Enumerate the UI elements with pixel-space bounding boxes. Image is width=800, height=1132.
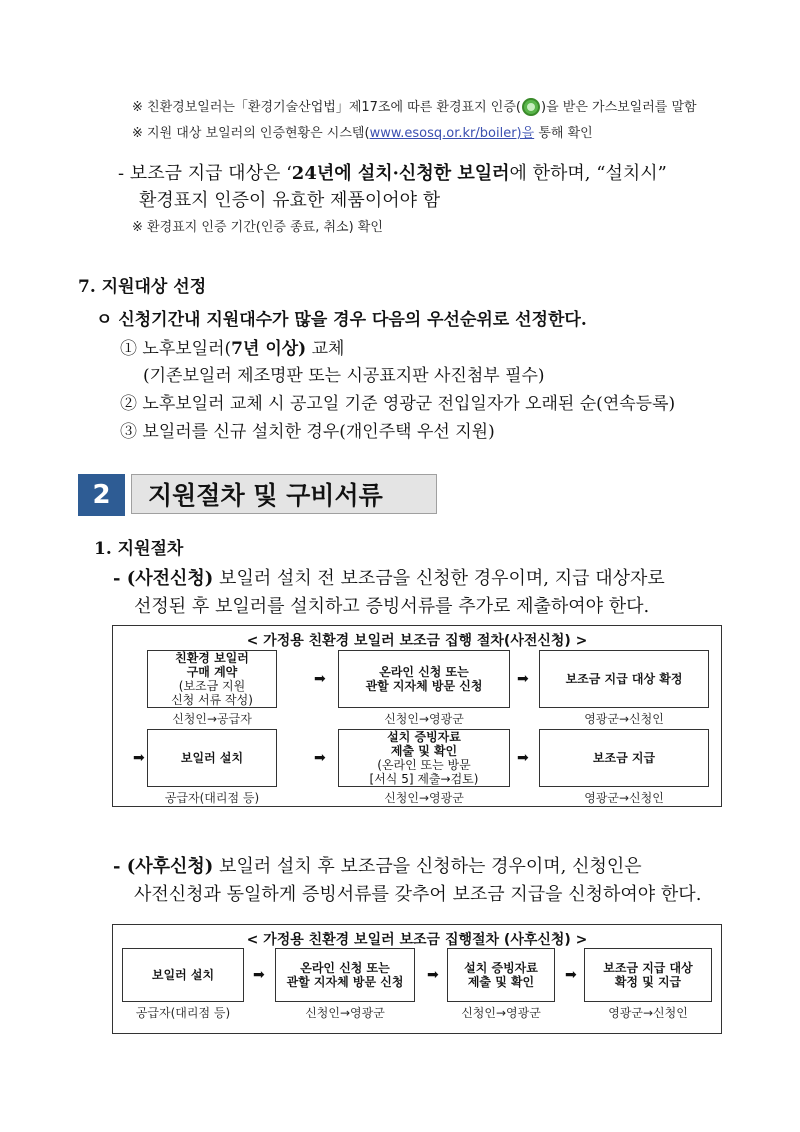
post-application-line2: 사전신청과 동일하게 증빙서류를 갖추어 보조금 지급을 신청하여야 한다.: [134, 884, 702, 905]
step-text: 관할 지자체 방문 신청: [286, 975, 404, 989]
post-label: - (사후신청): [113, 856, 214, 877]
step-text: 신청 서류 작성): [171, 693, 253, 707]
post-step-caption: 신청인→영광군: [305, 1006, 385, 1020]
pre-step-purchase-contract: [147, 650, 277, 708]
pre-step-install-boiler: [147, 729, 277, 787]
post-step-caption: 신청인→영광군: [461, 1006, 541, 1020]
step-text: 보일러 설치: [151, 968, 215, 982]
item1-post: 교체: [306, 339, 345, 359]
arrow-right-icon: ➡: [517, 671, 529, 687]
system-link[interactable]: www.esosq.or.kr/boiler)을: [369, 126, 535, 141]
pre-step-caption: 공급자(대리점 등): [164, 791, 260, 805]
step-text: (보조금 지원: [178, 679, 246, 693]
post-step-confirm-pay: [584, 948, 712, 1002]
procedure-heading: 1. 지원절차: [94, 539, 184, 559]
post-flow-title: < 가정용 친환경 보일러 보조금 집행절차 (사후신청) >: [246, 932, 588, 948]
cert-status-note: [132, 122, 593, 141]
post-step-caption: 영광군→신청인: [608, 1006, 688, 1020]
pre-step-caption: 신청인→공급자: [172, 712, 252, 726]
eligibility-pre: - 보조금 지급 대상은 ‘: [118, 163, 292, 184]
post-step-submit-evidence: [447, 948, 555, 1002]
eligibility-post: 에 한하며, “설치시”: [509, 163, 667, 184]
step-text: 구매 계약: [186, 665, 238, 679]
arrow-right-icon: ➡: [427, 967, 439, 983]
priority-item-1: [120, 334, 344, 359]
priority-item-2: ② 노후보일러 교체 시 공고일 기준 영광군 전입일자가 오래된 순(연속등록): [120, 394, 676, 414]
step-text: 친환경 보일러: [175, 651, 249, 665]
step-text: 설치 증빙자료: [464, 961, 538, 975]
eligibility-bold: 24년에 설치·신청한 보일러: [291, 163, 510, 184]
pre-step-confirm-recipient: [539, 650, 709, 708]
step-text: 제출 및 확인: [467, 975, 535, 989]
eligibility-note: ※ 환경표지 인증 기간(인증 종료, 취소) 확인: [132, 220, 383, 235]
item1-bold: 7년 이상): [231, 339, 307, 359]
step-text: 보조금 지급: [592, 751, 656, 765]
step-text: 확정 및 지급: [614, 975, 682, 989]
pre-step-caption: 신청인→영광군: [384, 791, 464, 805]
priority-item-3: ③ 보일러를 신규 설치한 경우(개인주택 우선 지원): [120, 422, 495, 442]
arrow-right-icon: ➡: [314, 671, 326, 687]
step-text: 제출 및 확인: [390, 744, 458, 758]
pre-step-caption: 영광군→신청인: [584, 791, 664, 805]
arrow-right-icon: ➡: [517, 750, 529, 766]
pre-flow-title: < 가정용 친환경 보일러 보조금 집행 절차(사전신청) >: [246, 633, 588, 649]
eligibility-line2: 환경표지 인증이 유효한 제품이어야 함: [139, 190, 441, 211]
pre-step-caption: 신청인→영광군: [384, 712, 464, 726]
section7-lead: ㅇ 신청기간내 지원대수가 많을 경우 다음의 우선순위로 선정한다.: [96, 310, 587, 330]
section-title: 지원절차 및 구비서류: [131, 474, 437, 514]
note2-text-end: 통해 확인: [534, 126, 593, 141]
eligibility-line1: [118, 159, 667, 185]
arrow-right-icon: ➡: [133, 750, 145, 766]
item1-pre: ① 노후보일러(: [120, 339, 232, 359]
pre-step-submit-evidence: [338, 729, 510, 787]
step-text: 온라인 신청 또는: [300, 961, 390, 975]
pre-step-online-apply: [338, 650, 510, 708]
post-step-install-boiler: [122, 948, 244, 1002]
post-step-online-apply: [275, 948, 415, 1002]
step-text: 보조금 지급 대상: [603, 961, 693, 975]
pre-step-payment: [539, 729, 709, 787]
pre-application-line2: 선정된 후 보일러를 설치하고 증빙서류를 추가로 제출하여야 한다.: [134, 596, 650, 617]
note2-text: ※ 지원 대상 보일러의 인증현황은 시스템(: [132, 126, 370, 141]
step-text: 보조금 지급 대상 확정: [565, 672, 683, 686]
eco-label-icon: [522, 98, 540, 116]
pre-text: 보일러 설치 전 보조금을 신청한 경우이며, 지급 대상자로: [213, 568, 665, 589]
post-step-caption: 공급자(대리점 등): [135, 1006, 231, 1020]
note1-text: ※ 친환경보일러는「환경기술산업법」제17조에 따른 환경표지 인증(: [132, 100, 521, 115]
arrow-right-icon: ➡: [314, 750, 326, 766]
post-text: 보일러 설치 후 보조금을 신청하는 경우이며, 신청인은: [213, 856, 642, 877]
step-text: 온라인 신청 또는: [379, 665, 469, 679]
eco-boiler-note: [132, 96, 697, 116]
pre-label: - (사전신청): [113, 568, 214, 589]
pre-application-line1: [113, 564, 665, 590]
priority-item-1-sub: (기존보일러 제조명판 또는 시공표지판 사진첨부 필수): [143, 366, 545, 386]
step-text: [서식 5] 제출→검토): [369, 772, 479, 786]
arrow-right-icon: ➡: [253, 967, 265, 983]
section7-heading: 7. 지원대상 선정: [78, 277, 207, 297]
pre-step-caption: 영광군→신청인: [584, 712, 664, 726]
section-number: 2: [78, 474, 125, 516]
step-text: (온라인 또는 방문: [377, 758, 471, 772]
step-text: 보일러 설치: [180, 751, 244, 765]
note1-text-end: )을 받은 가스보일러를 말함: [541, 100, 697, 115]
step-text: 관할 지자체 방문 신청: [365, 679, 483, 693]
step-text: 설치 증빙자료: [387, 730, 461, 744]
arrow-right-icon: ➡: [565, 967, 577, 983]
post-application-line1: [113, 852, 642, 878]
